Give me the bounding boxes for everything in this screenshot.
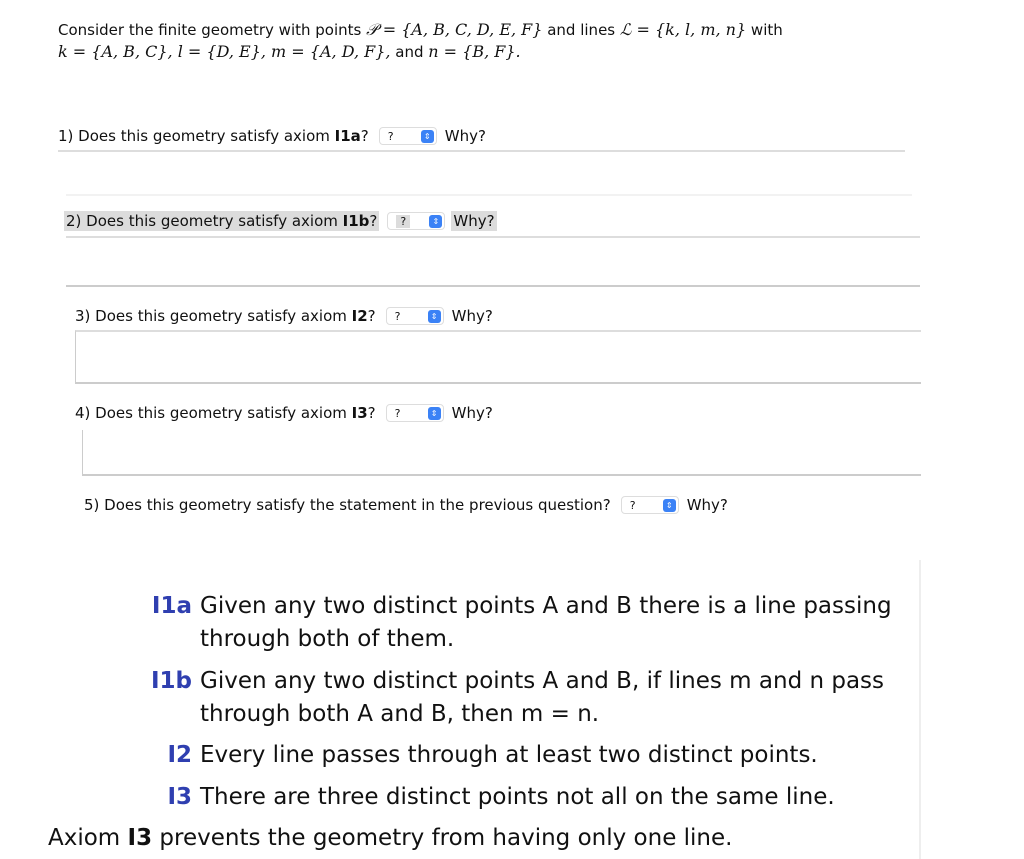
- why-label: Why?: [451, 307, 493, 325]
- axiom-text: Given any two distinct points A and B, if lines m and n pass: [200, 668, 885, 694]
- chevron-updown-icon: ⇕: [429, 215, 442, 228]
- lines-set: ℒ = {k, l, m, n}: [619, 20, 747, 39]
- question-1: [56, 125, 488, 147]
- question-text: 1) Does this geometry satisfy axiom I1a?: [58, 127, 369, 145]
- axiom-label: I1b: [150, 668, 192, 694]
- question-5: [82, 494, 730, 516]
- question-text: 4) Does this geometry satisfy axiom I3?: [75, 404, 376, 422]
- question-text: 3) Does this geometry satisfy axiom I2?: [75, 307, 376, 325]
- axiom-label: I1a: [151, 593, 192, 619]
- axiom-label: I3: [167, 784, 192, 810]
- divider: [66, 194, 912, 196]
- answer-textarea-3[interactable]: [75, 330, 921, 384]
- axiom-i1a: [142, 590, 900, 656]
- why-label: Why?: [451, 404, 493, 422]
- axiom-note: [48, 822, 732, 855]
- answer-select[interactable]: ? ⇕: [387, 212, 445, 230]
- note-text: Axiom: [48, 825, 128, 851]
- question-2: [64, 210, 497, 232]
- axiom-label: I2: [167, 742, 192, 768]
- answer-select[interactable]: ? ⇕: [386, 307, 444, 325]
- why-label: Why?: [686, 496, 728, 514]
- answer-select[interactable]: ? ⇕: [386, 404, 444, 422]
- intro-text: and: [390, 43, 429, 61]
- axiom-i3: [142, 781, 900, 814]
- intro-text: and lines: [542, 21, 620, 39]
- axiom-i2: [142, 739, 900, 772]
- answer-textarea-2[interactable]: [66, 236, 920, 287]
- note-text: prevents the geometry from having only one line.: [152, 825, 733, 851]
- chevron-updown-icon: ⇕: [663, 499, 676, 512]
- axiom-text: Every line passes through at least two distinct points.: [200, 742, 818, 768]
- intro-line-2: [58, 42, 521, 62]
- axiom-text: Given any two distinct points A and B there is a line passing: [200, 593, 892, 619]
- answer-field-1[interactable]: [58, 150, 905, 152]
- question-text: 2) Does this geometry satisfy axiom I1b?: [66, 212, 378, 230]
- line-n-definition: n = {B, F}.: [428, 42, 521, 61]
- chevron-updown-icon: ⇕: [428, 407, 441, 420]
- axiom-text: There are three distinct points not all on the same line.: [200, 784, 835, 810]
- answer-select[interactable]: ? ⇕: [379, 127, 437, 145]
- question-text: 5) Does this geometry satisfy the statement in the previous question?: [84, 496, 611, 514]
- axiom-text: through both of them.: [200, 626, 455, 652]
- answer-textarea-4[interactable]: [82, 430, 921, 476]
- why-label: Why?: [444, 127, 486, 145]
- intro-line-1: [58, 20, 783, 40]
- divider: [919, 560, 921, 859]
- intro-text: with: [746, 21, 783, 39]
- why-label: Why?: [453, 212, 495, 230]
- line-definitions: k = {A, B, C}, l = {D, E}, m = {A, D, F},: [58, 42, 391, 61]
- chevron-updown-icon: ⇕: [428, 310, 441, 323]
- answer-select[interactable]: ? ⇕: [621, 496, 679, 514]
- axiom-text: through both A and B, then m = n.: [200, 701, 600, 727]
- intro-text: Consider the finite geometry with points: [58, 21, 367, 39]
- chevron-updown-icon: ⇕: [421, 130, 434, 143]
- question-4: [73, 402, 495, 424]
- axiom-i1b: [142, 665, 900, 731]
- question-3: [73, 305, 495, 327]
- note-axiom: I3: [127, 825, 153, 851]
- points-set: 𝒫 = {A, B, C, D, E, F}: [366, 20, 543, 39]
